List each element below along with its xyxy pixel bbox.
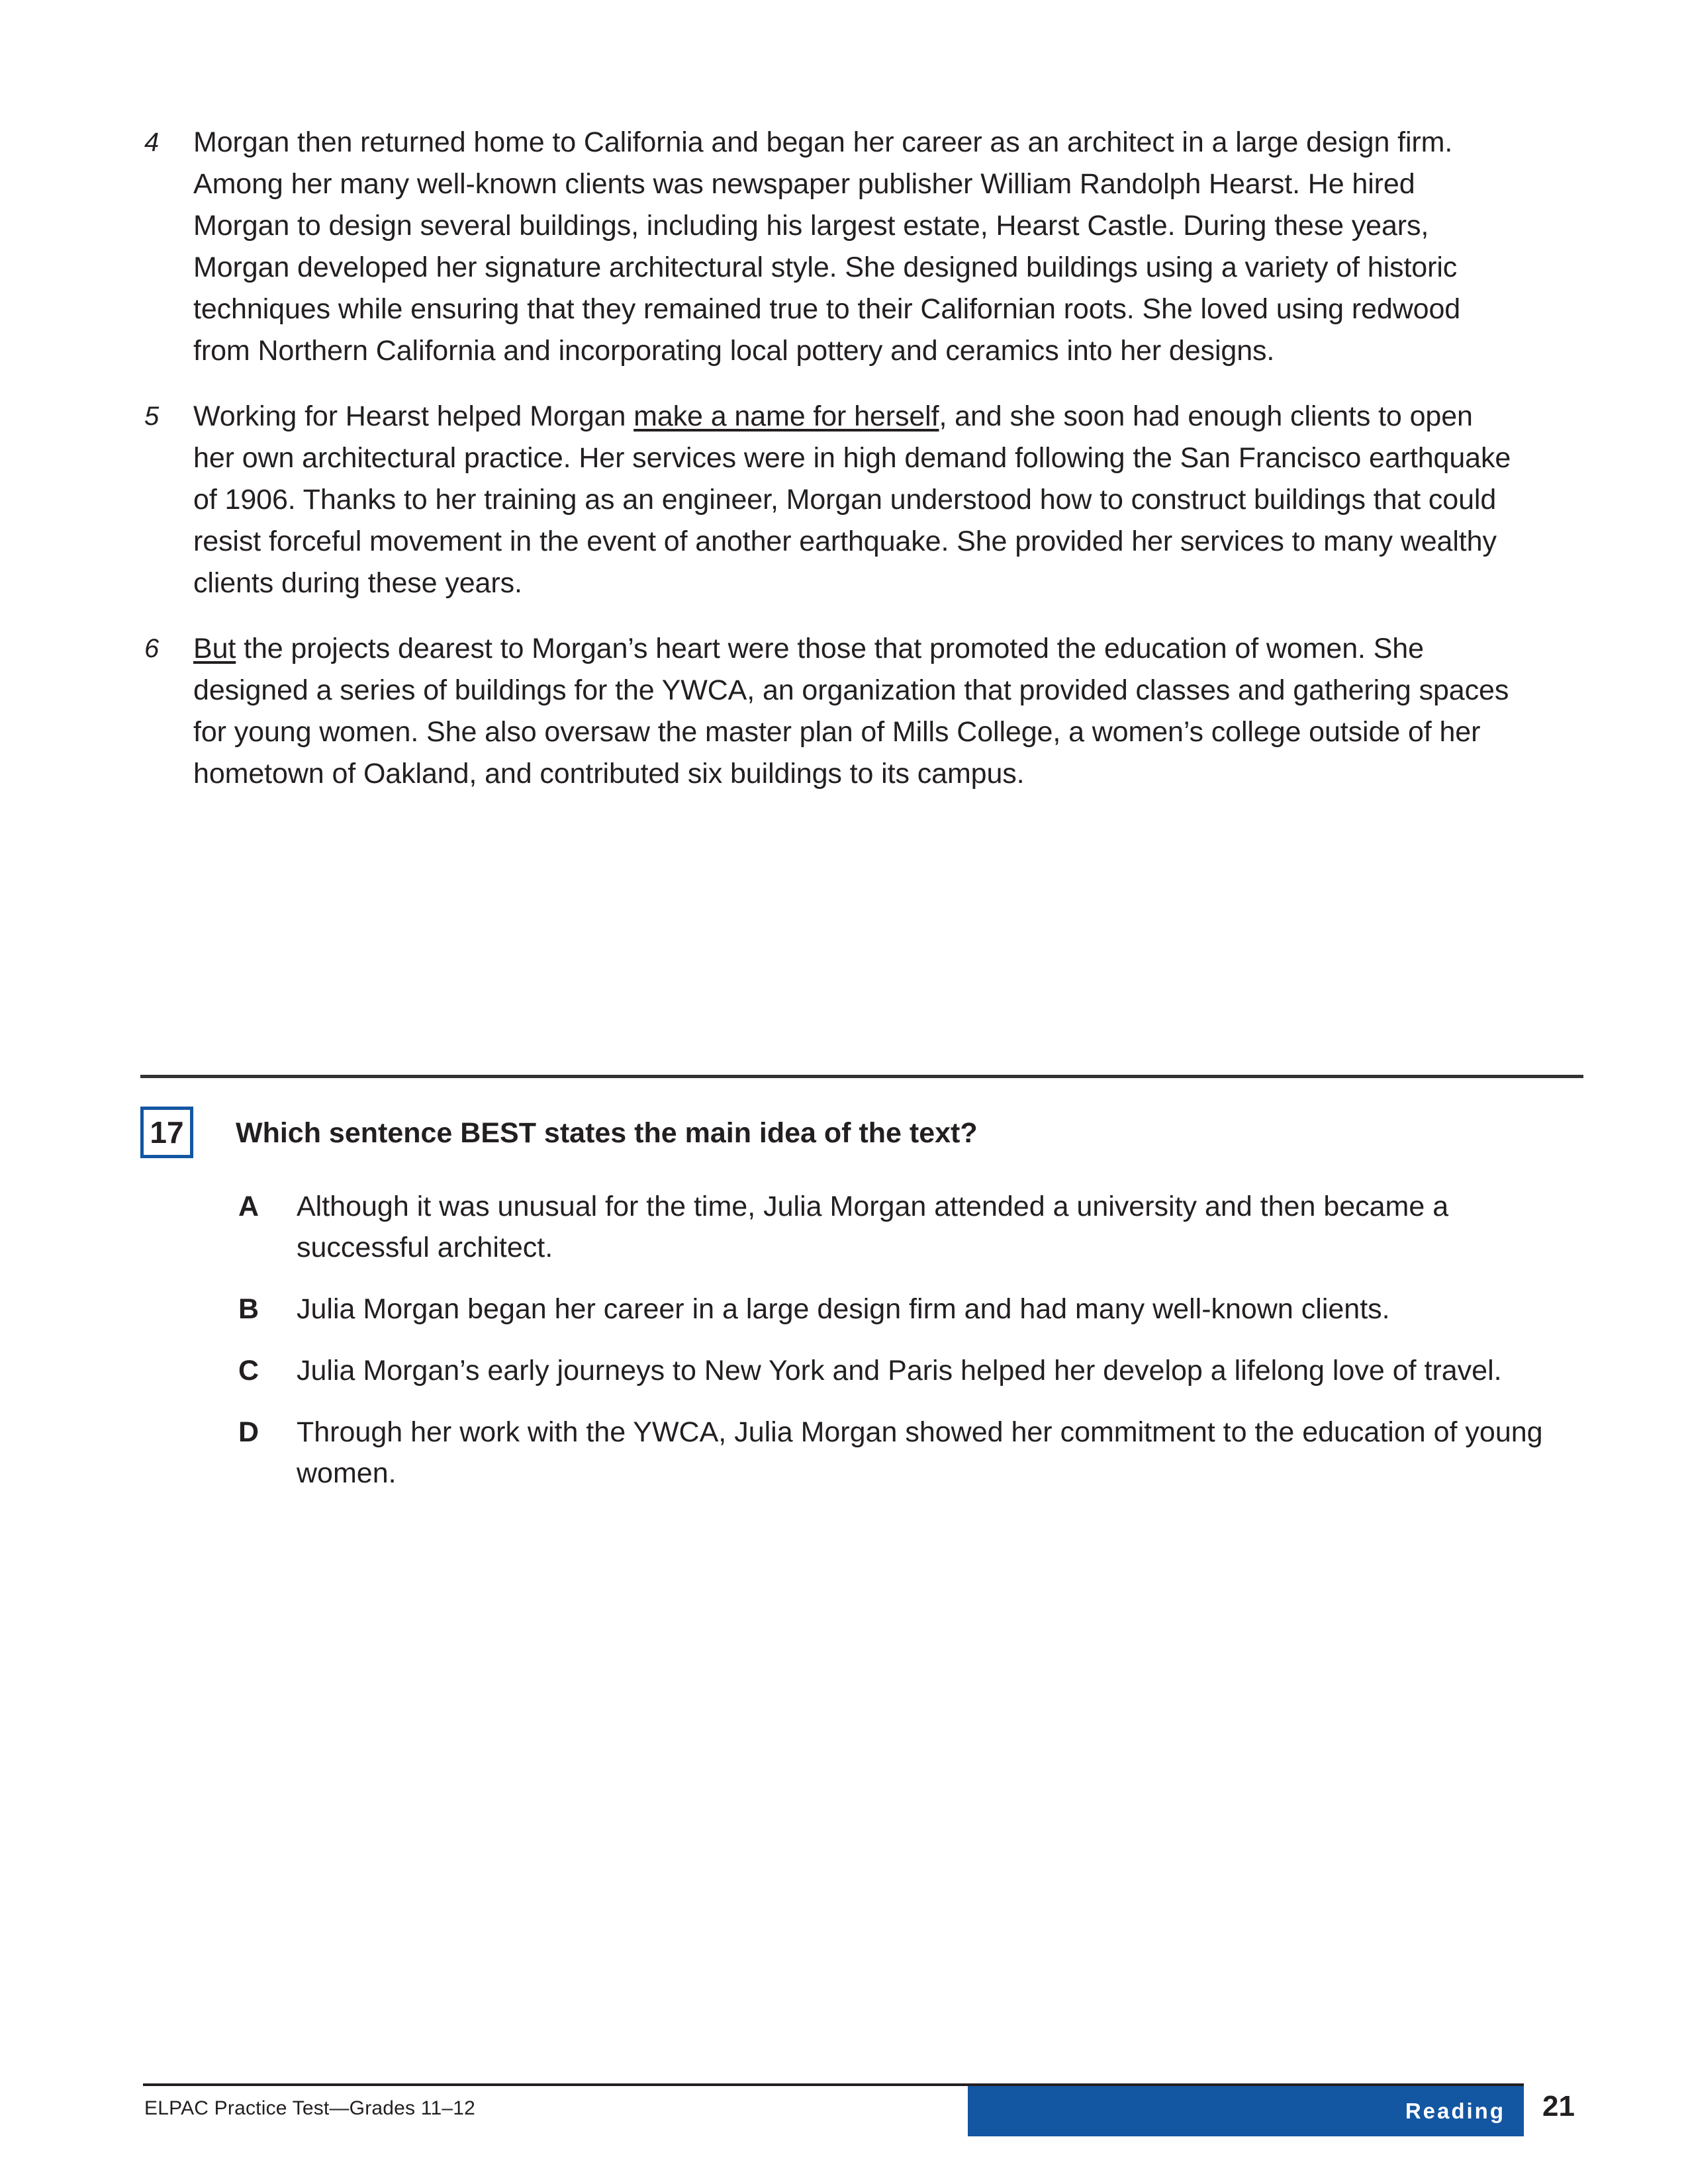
option-text: Julia Morgan began her career in a large design firm and had many well-known clients. bbox=[297, 1293, 1390, 1325]
passage-paragraph bbox=[140, 628, 1583, 795]
passage-paragraph bbox=[140, 122, 1583, 372]
paragraph-text-segment: Morgan then returned home to California and began her career as an architect in a large design firm. Among her many well-known clients was newspaper publisher William Randolph Hearst. He hired Morgan to design several buildings, including his largest estate, Hearst Castle. During these years, Morgan developed her signature architectural style. She designed buildings using a variety of historic techniques while ensuring that they remained true to their Californian roots. She loved using redwood from Northern California and incorporating local pottery and ceramics into her designs. bbox=[193, 126, 1461, 367]
option-text: Julia Morgan’s early journeys to New York and Paris helped her develop a lifelong love of travel. bbox=[297, 1355, 1502, 1387]
paragraph-text-segment: the projects dearest to Morgan’s heart were those that promoted the education of women. She designed a series of buildings for the YWCA, an organization that provided classes and gathering spaces for young women. She also oversaw the master plan of Mills College, a women’s college outside of her hometown of Oakland, and contributed six buildings to its campus. bbox=[193, 633, 1509, 790]
question-prompt: Which sentence BEST states the main idea of the text? bbox=[236, 1117, 978, 1149]
answer-option-b[interactable] bbox=[238, 1289, 1569, 1330]
paragraph-text bbox=[193, 396, 1514, 604]
underlined-phrase: But bbox=[193, 633, 236, 664]
question-number-box: 17 bbox=[140, 1107, 193, 1158]
reading-passage bbox=[140, 122, 1583, 819]
paragraph-number: 6 bbox=[144, 634, 160, 663]
paragraph-text-segment: , and she soon had enough clients to open her own architectural practice. Her services were in high demand following the San Francisco earthquake of 1906. Thanks to her training as an engineer, Morgan understood how to construct buildings that could resist forceful movement in the event of another earthquake. She provided her services to many wealthy clients during these years. bbox=[193, 400, 1511, 599]
answer-option-a[interactable] bbox=[238, 1186, 1569, 1268]
answer-option-d[interactable] bbox=[238, 1412, 1569, 1494]
page-number: 21 bbox=[1542, 2090, 1575, 2122]
footer-section-banner bbox=[968, 2086, 1524, 2136]
option-letter: A bbox=[238, 1191, 259, 1222]
answer-options bbox=[238, 1186, 1590, 1494]
paragraph-text-segment: Working for Hearst helped Morgan bbox=[193, 400, 634, 432]
option-text: Through her work with the YWCA, Julia Morgan showed her commitment to the education of young women. bbox=[297, 1416, 1543, 1489]
option-letter: B bbox=[238, 1293, 259, 1325]
passage-paragraph bbox=[140, 396, 1583, 604]
paragraph-text bbox=[193, 628, 1514, 795]
question-block bbox=[140, 1107, 1590, 1514]
paragraph-number: 5 bbox=[144, 402, 160, 431]
underlined-phrase: make a name for herself bbox=[633, 400, 939, 432]
paragraph-number: 4 bbox=[144, 128, 160, 157]
section-divider bbox=[140, 1075, 1583, 1078]
option-text: Although it was unusual for the time, Julia Morgan attended a university and then became a successful architect. bbox=[297, 1191, 1449, 1263]
footer-section-label: Reading bbox=[1405, 2099, 1505, 2123]
paragraph-text bbox=[193, 122, 1514, 372]
footer-test-label: ELPAC Practice Test—Grades 11–12 bbox=[144, 2097, 475, 2119]
question-header bbox=[140, 1107, 1590, 1158]
answer-option-c[interactable] bbox=[238, 1350, 1569, 1391]
option-letter: D bbox=[238, 1416, 259, 1448]
option-letter: C bbox=[238, 1355, 259, 1387]
